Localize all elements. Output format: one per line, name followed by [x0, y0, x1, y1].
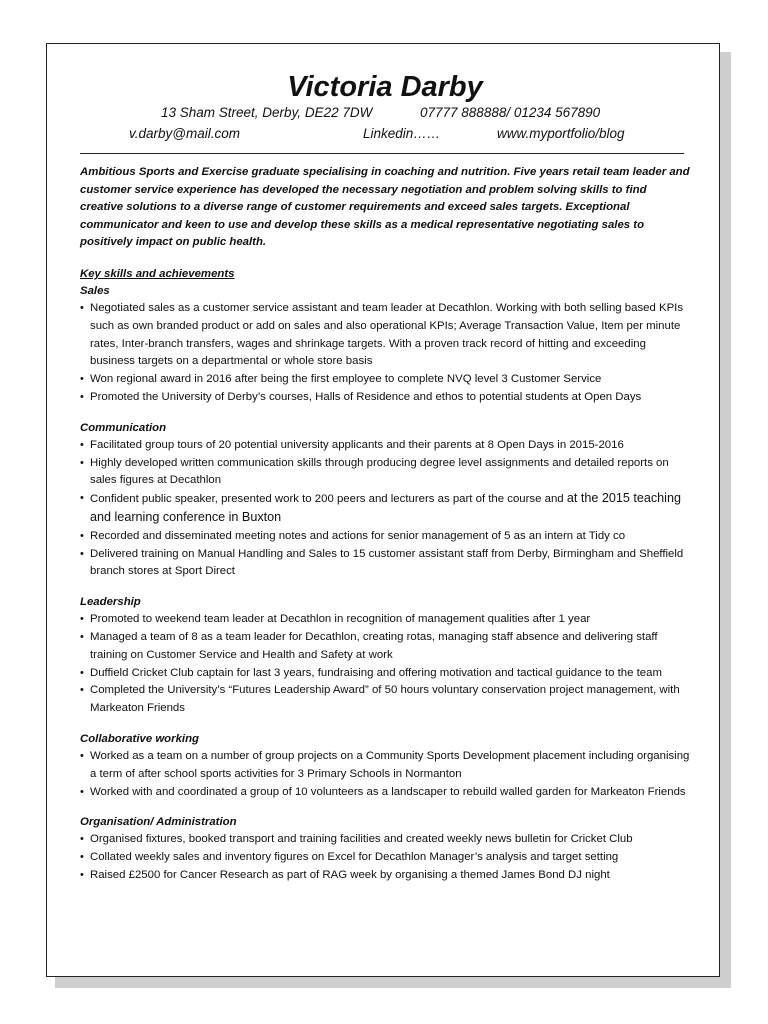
list-item: • Collated weekly sales and inventory figures on Excel for Decathlon Manager’s analysis and target setting: [80, 849, 690, 867]
contact-row-1: [80, 105, 690, 126]
group-title-leadership: Leadership: [80, 596, 141, 609]
list-item: • Worked as a team on a number of group projects on a Community Sports Development placement including organising a term of after school sports activities for 3 Primary Schools in Normanton: [80, 748, 690, 784]
candidate-name: Victoria Darby: [287, 71, 483, 103]
group-title-collaborative: Collaborative working: [80, 732, 199, 745]
section-title-key-skills: Key skills and achievements: [80, 267, 235, 280]
list-item: • Organised fixtures, booked transport and training facilities and created weekly news bulletin for Cricket Club: [80, 831, 690, 849]
address: 13 Sham Street, Derby, DE22 7DW: [161, 105, 373, 120]
list-item: • Negotiated sales as a customer service assistant and team leader at Decathlon. Working with both selling based KPIs such as own branded product or add on sales and also operational KPIs; Average Transaction Value, Item per minute rates, Inter-branch transfers, wages and shrinkage targets. With a proven track record of hitting and exceeding business targets on a departmental or whole store basis: [80, 300, 690, 371]
list-item: • Worked with and coordinated a group of 10 volunteers as a landscaper to rebuild walled garden for Markeaton Friends: [80, 784, 690, 802]
list-item: [80, 490, 690, 528]
group-title-communication: Communication: [80, 421, 167, 434]
list-item: • Promoted the University of Derby’s courses, Halls of Residence and ethos to potential students at Open Days: [80, 389, 690, 407]
cv-page: [46, 43, 720, 977]
list-item: • Highly developed written communication skills through producing degree level assignments and detailed reports on sales figures at Decathlon: [80, 455, 690, 491]
list-item: • Completed the University’s “Futures Leadership Award” of 50 hours voluntary conservation project management, with Markeaton Friends: [80, 682, 690, 718]
list-item: • Recorded and disseminated meeting notes and actions for senior management of 5 as an intern at Tidy co: [80, 528, 690, 546]
list-item-text: Confident public speaker, presented work to 200 peers and lecturers as part of the course and: [90, 493, 564, 506]
group-sales: [80, 282, 690, 407]
group-title-sales: Sales: [80, 284, 110, 297]
list-item: • Duffield Cricket Club captain for last 3 years, fundraising and offering motivation and tactical guidance to the team: [80, 665, 690, 683]
portfolio-link[interactable]: www.myportfolio/blog: [497, 126, 625, 141]
list-item: • Managed a team of 8 as a team leader for Decathlon, creating rotas, managing staff absence and delivering staff training on Customer Service and Health and Safety at work: [80, 629, 690, 665]
list-item: • Delivered training on Manual Handling and Sales to 15 customer assistant staff from Derby, Birmingham and Sheffield branch stores at Sport Direct: [80, 546, 690, 582]
group-title-organisation: Organisation/ Administration: [80, 816, 237, 829]
list-item-text-large: at the 2015 teaching and learning conference in Buxton: [90, 491, 681, 524]
email-link[interactable]: v.darby@mail.com: [129, 126, 240, 141]
group-communication: [80, 419, 690, 581]
contact-row-2: [80, 126, 690, 147]
linkedin-link[interactable]: Linkedin……: [363, 126, 441, 141]
group-collaborative-working: [80, 730, 690, 801]
list-item: • Raised £2500 for Cancer Research as part of RAG week by organising a themed James Bond DJ night: [80, 867, 690, 885]
cv-content: [80, 44, 690, 897]
phone-numbers: 07777 888888/ 01234 567890: [420, 105, 601, 120]
group-leadership: [80, 593, 690, 718]
personal-summary: Ambitious Sports and Exercise graduate specialising in coaching and nutrition. Five years retail team leader and customer service experience has developed the necessary negotiation and problem solving skills to find creative solutions to a diverse range of customer requirements and exceed sales targets. Exceptional communicator and keen to use and develop these skills as a medical representative negotiating sales to positively impact on public health.: [80, 166, 690, 249]
list-item: • Promoted to weekend team leader at Decathlon in recognition of management qualities after 1 year: [80, 611, 690, 629]
list-item: • Won regional award in 2016 after being the first employee to complete NVQ level 3 Customer Service: [80, 371, 690, 389]
list-item: • Facilitated group tours of 20 potential university applicants and their parents at 8 Open Days in 2015-2016: [80, 437, 690, 455]
header-divider: [80, 153, 684, 154]
group-organisation: [80, 813, 690, 884]
